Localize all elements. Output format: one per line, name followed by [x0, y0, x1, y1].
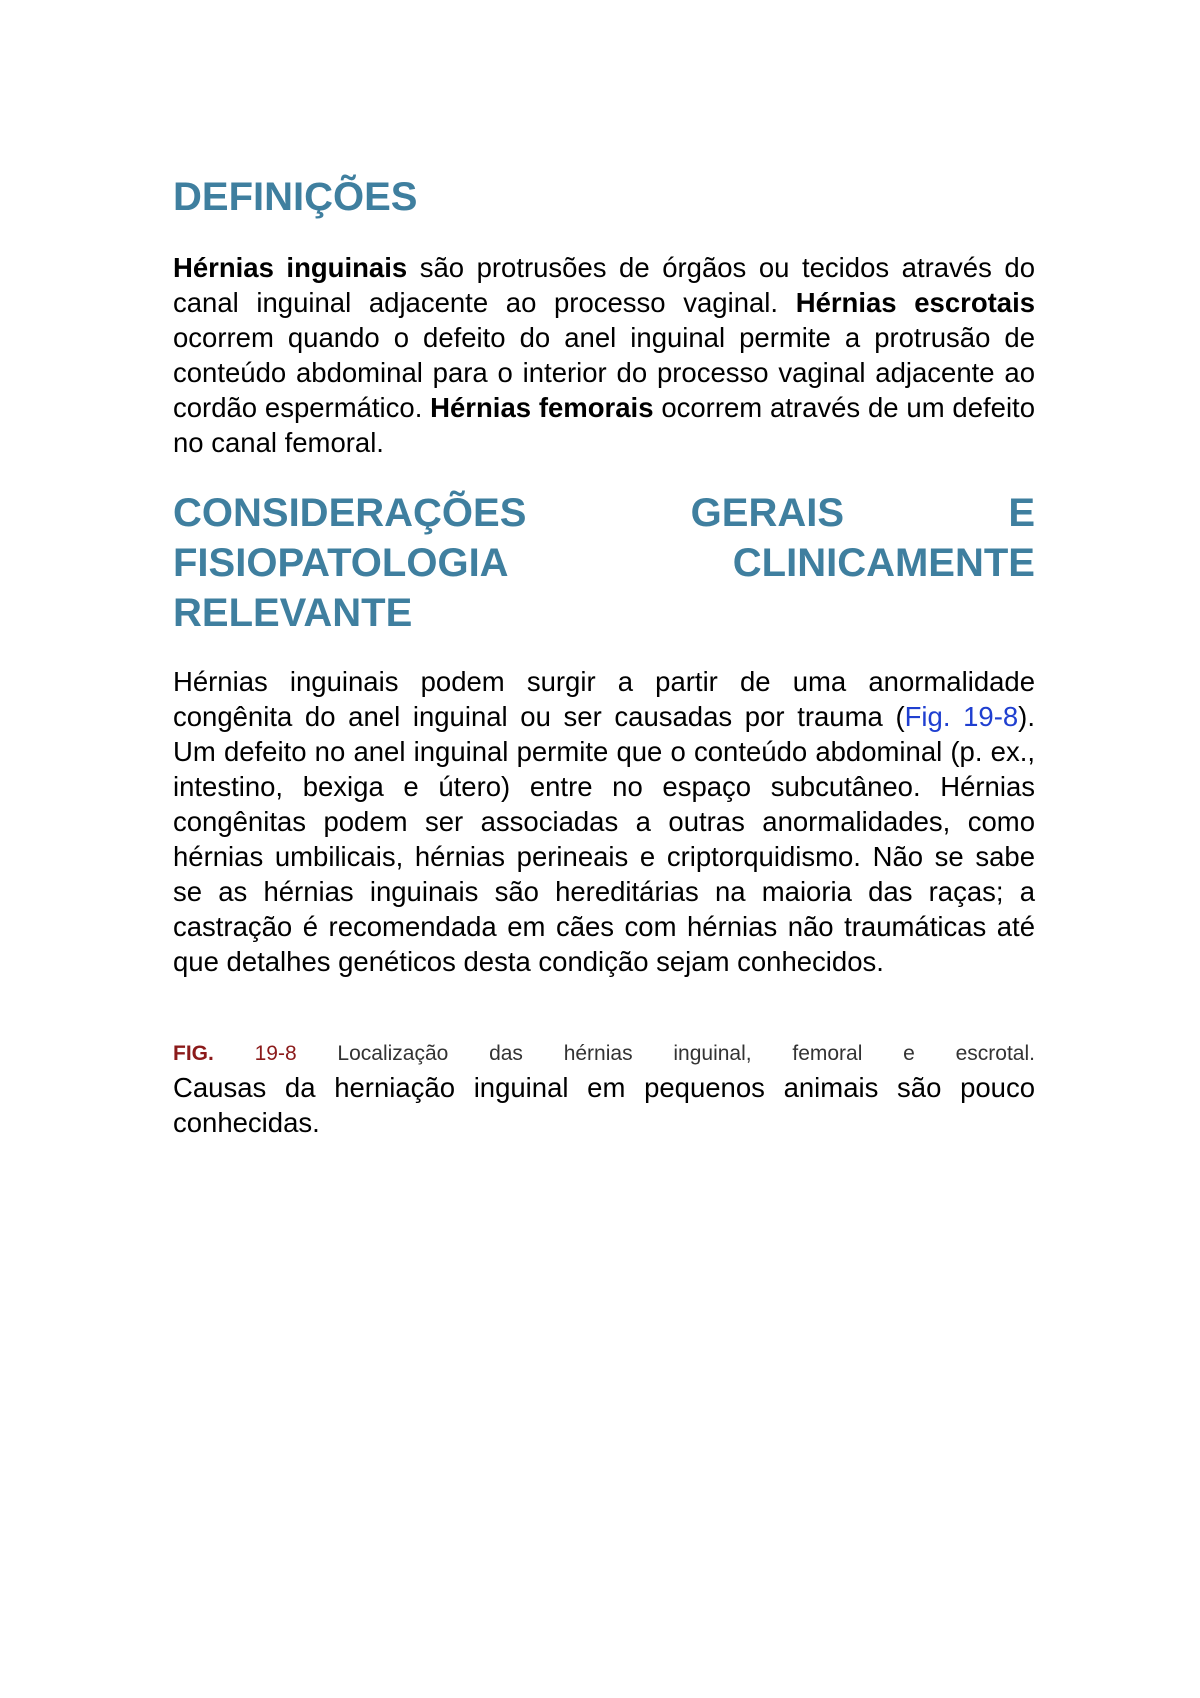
figure-number: 19-8	[254, 1042, 297, 1065]
heading-word: GERAIS	[690, 491, 845, 535]
paragraph-consideracoes	[173, 664, 1035, 979]
heading-line	[173, 538, 1035, 588]
caption-word: hérnias	[563, 1042, 633, 1065]
heading-word: E	[1008, 491, 1035, 535]
paragraph-causas: Causas da herniação inguinal em pequenos animais são pouco conhecidas.	[173, 1072, 1035, 1138]
caption-word: e	[903, 1042, 915, 1065]
paragraph-definicoes	[173, 250, 1035, 460]
caption-word: Localização	[337, 1042, 449, 1065]
caption-word: inguinal,	[673, 1042, 752, 1065]
heading-word: CLINICAMENTE	[732, 541, 1035, 585]
text-run: Hérnias inguinais podem surgir a partir de uma anormalidade congênita do anel inguinal ou ser causadas por trauma (	[173, 666, 1035, 732]
text-run: ocorrem através de um defeito no canal femoral.	[173, 392, 1035, 458]
figure-caption	[173, 1040, 1035, 1068]
heading-word: FISIOPATOLOGIA	[173, 541, 509, 585]
heading-consideracoes	[173, 488, 1035, 638]
figure-link[interactable]: Fig. 19-8	[904, 701, 1019, 732]
heading-line	[173, 488, 1035, 538]
text-run: são protrusões de órgãos ou tecidos através do canal inguinal adjacente ao processo vaginal.	[173, 252, 1035, 318]
term-hernias-escrotais: Hérnias escrotais	[795, 287, 1036, 318]
heading-word: RELEVANTE	[173, 591, 413, 635]
caption-word: femoral	[792, 1042, 863, 1065]
term-hernias-inguinais: Hérnias inguinais	[173, 252, 408, 283]
text-run: ). Um defeito no anel inguinal permite que o conteúdo abdominal (p. ex., intestino, bexiga e útero) entre no espaço subcutâneo. Hérnias congênitas podem ser associadas a outras anormalidades, como hérnias umbilicais, hérnias perineais e criptorquidismo. Não se sabe se as hérnias inguinais são hereditárias na maioria das raças; a castração é recomendada em cães com hérnias não traumáticas até que detalhes genéticos desta condição sejam conhecidos.	[173, 701, 1035, 977]
heading-line	[173, 588, 1035, 638]
caption-word: escrotal.	[955, 1042, 1035, 1065]
heading-word: CONSIDERAÇÕES	[173, 491, 527, 535]
heading-definicoes: DEFINIÇÕES	[173, 175, 418, 219]
term-hernias-femorais: Hérnias femorais	[430, 392, 654, 423]
caption-line	[173, 1040, 1035, 1068]
text-run: ocorrem quando o defeito do anel inguinal permite a protrusão de conteúdo abdominal para o interior do processo vaginal adjacente ao cordão espermático.	[173, 322, 1035, 423]
figure-label: FIG.	[173, 1042, 214, 1065]
caption-word: das	[489, 1042, 523, 1065]
